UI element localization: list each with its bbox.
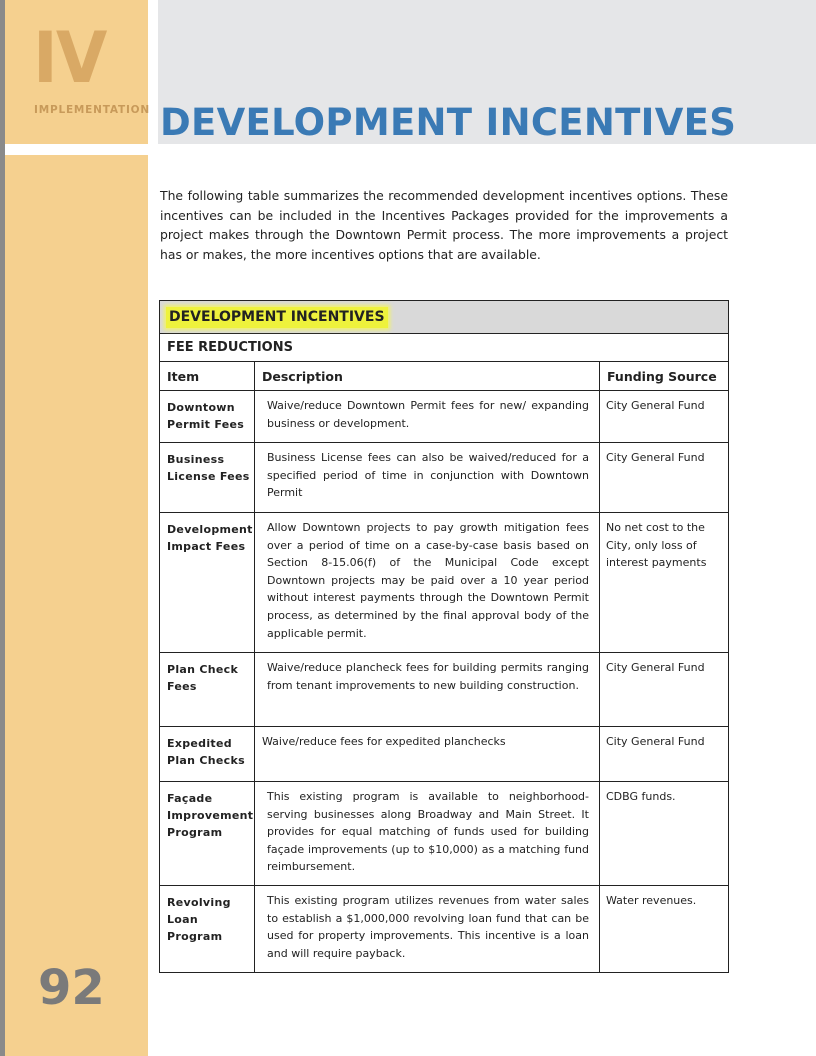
- table-subtitle: FEE REDUCTIONS: [167, 340, 293, 355]
- row-item: Expedited Plan Checks: [167, 737, 245, 767]
- table-row: [160, 513, 729, 653]
- row-item: Development Impact Fees: [167, 523, 253, 553]
- row-funding: CDBG funds.: [606, 790, 676, 803]
- row-description: This existing program utilizes revenues from water sales to establish a $1,000,000 revolving loan fund that can be used for property improvements. This incentive is a loan and will require payback.: [267, 894, 589, 960]
- page-number: 92: [38, 960, 105, 1016]
- row-item: Plan Check Fees: [167, 663, 239, 693]
- column-header-label: Item: [167, 369, 200, 384]
- row-item: Revolving Loan Program: [167, 896, 231, 943]
- row-item: Business License Fees: [167, 453, 250, 483]
- table-title: DEVELOPMENT INCENTIVES: [166, 307, 388, 328]
- row-funding: City General Fund: [606, 735, 705, 748]
- section-label: IMPLEMENTATION: [34, 104, 150, 116]
- row-description: This existing program is available to neighborhood-serving businesses along Broadway and Main Street. It provides for equal matching of funds used for building façade improvements (up to $10,000) as a matching fund reimbursement.: [267, 790, 589, 874]
- table-title-cell: [160, 301, 729, 334]
- column-header-funding: [600, 362, 729, 391]
- table-row: [160, 782, 729, 886]
- column-header-label: Description: [262, 369, 343, 384]
- section-number: IV: [33, 17, 106, 99]
- page-title: DEVELOPMENT INCENTIVES: [160, 101, 737, 144]
- table-row: [160, 653, 729, 727]
- row-description: Business License fees can also be waived/reduced for a specified period of time in conjunction with Downtown Permit: [267, 451, 589, 500]
- column-header-description: [255, 362, 600, 391]
- row-funding: Water revenues.: [606, 894, 697, 907]
- row-item: Downtown Permit Fees: [167, 401, 245, 431]
- row-item: Façade Improvement Program: [167, 792, 254, 839]
- sidebar-strip: [5, 155, 148, 1056]
- table-row: [160, 443, 729, 513]
- intro-paragraph: The following table summarizes the recommended development incentives options. These incentives can be included in the Incentives Packages provided for the improvements a project makes through the Downtown Permit process. The more improvements a project has or makes, the more incentives options that are available.: [160, 188, 728, 262]
- row-description: Waive/reduce plancheck fees for building permits ranging from tenant improvements to new building construction.: [267, 661, 589, 692]
- row-funding: No net cost to the City, only loss of interest payments: [606, 521, 707, 570]
- table-row: [160, 886, 729, 973]
- row-funding: City General Fund: [606, 661, 705, 674]
- table-subtitle-cell: [160, 334, 729, 362]
- table-row: [160, 391, 729, 443]
- column-header-label: Funding Source: [607, 369, 717, 384]
- row-description: Allow Downtown projects to pay growth mitigation fees over a period of time on a case-by-case basis based on Section 8-15.06(f) of the Municipal Code except Downtown projects may be paid over a 10 year period without interest payments through the Downtown Permit process, as determined by the final approval body of the applicable permit.: [267, 521, 589, 640]
- row-description: Waive/reduce fees for expedited planchecks: [262, 735, 506, 748]
- row-funding: City General Fund: [606, 399, 705, 412]
- sidebar-divider: [5, 144, 158, 155]
- incentives-table: [159, 300, 729, 973]
- table-row: [160, 727, 729, 782]
- column-header-item: [160, 362, 255, 391]
- row-description: Waive/reduce Downtown Permit fees for new/ expanding business or development.: [267, 399, 589, 430]
- row-funding: City General Fund: [606, 451, 705, 464]
